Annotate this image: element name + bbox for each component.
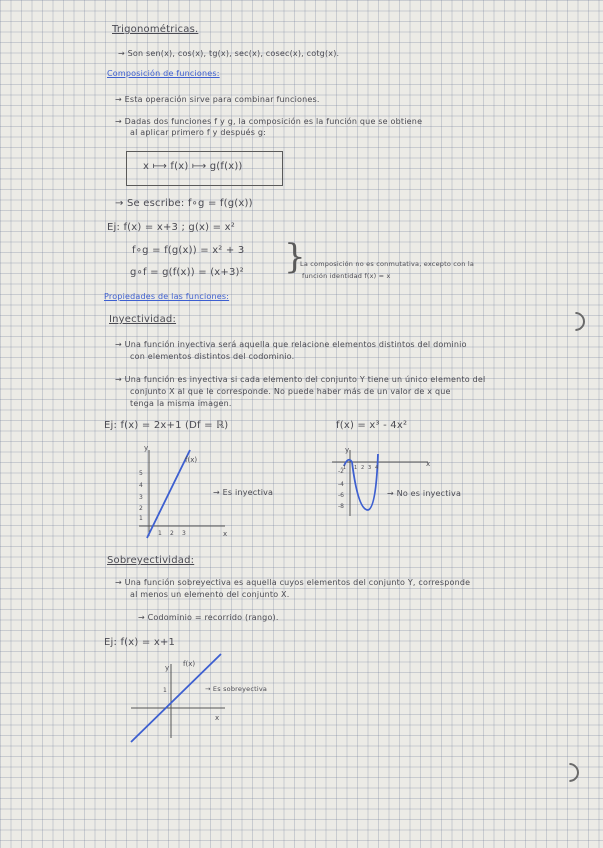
linear-curve [131, 654, 221, 742]
injective-example-2: f(x) = x³ - 4x² [336, 420, 408, 431]
injective-heading: Inyectividad: [109, 314, 177, 325]
surjective-heading: Sobreyectividad: [107, 555, 195, 566]
composition-bullet-2-line-2: al aplicar primero f y después g: [130, 128, 267, 137]
x-axis-label: y [144, 444, 149, 452]
trig-heading: Trigonométricas. [112, 24, 199, 35]
composition-notation: → Se escribe: f∘g = f(g(x)) [115, 198, 253, 209]
y-tick-1: 1 [139, 515, 143, 522]
x-tick-2: 2 [361, 465, 365, 471]
x-tick-3: 3 [368, 465, 372, 471]
x-axis-label: x [426, 460, 431, 468]
surjective-example: Ej: f(x) = x+1 [104, 637, 176, 648]
trig-bullet: → Son sen(x), cos(x), tg(x), sec(x), cosec(x), cotg(x). [118, 49, 340, 58]
x-tick-minus-1: -1 [341, 465, 346, 471]
binder-ring-icon [562, 308, 589, 335]
surjective-sub-bullet: → Codominio = recorrido (rango). [138, 613, 279, 622]
injective-bullet-1-line-1: → Una función inyectiva será aquella que relacione elementos distintos del dominio [115, 340, 467, 349]
composition-note-line-1: La composición no es conmutativa, excepto con la [300, 260, 475, 268]
x-tick-3: 3 [182, 530, 186, 537]
composition-heading: Composición de funciones: [107, 69, 220, 78]
y-tick-minus-6: -6 [338, 492, 344, 499]
composition-bullet-2-line-1: → Dadas dos funciones f y g, la composición es la función que se obtiene [115, 117, 423, 126]
curve-label: f(x) [185, 456, 198, 464]
y-axis-label: y [165, 664, 170, 672]
y-tick-5: 5 [139, 470, 143, 477]
y-tick-minus-2: -2 [338, 468, 344, 475]
y-tick-1: 1 [163, 687, 167, 694]
linear-curve [147, 450, 190, 538]
injective-graph-2-label: → No es inyectiva [387, 489, 462, 498]
composition-note-line-2: función identidad f(x) = x [302, 272, 391, 280]
x-axis-label: x [215, 714, 220, 722]
surjective-graph [125, 650, 235, 750]
surjective-bullet-1-line-2: al menos un elemento del conjunto X. [130, 590, 290, 599]
y-tick-minus-8: -8 [338, 503, 344, 510]
injective-bullet-2-line-1: → Una función es inyectiva si cada elemento del conjunto Y tiene un único elemento del [115, 375, 486, 384]
composition-example-def: Ej: f(x) = x+3 ; g(x) = x² [107, 222, 235, 233]
surjective-bullet-1-line-1: → Una función sobreyectiva es aquella cuyos elementos del conjunto Y, corresponde [115, 578, 471, 587]
y-tick-4: 4 [139, 482, 143, 489]
injective-graph-1-label: → Es inyectiva [213, 488, 274, 497]
curve-label: f(x) [183, 660, 196, 668]
x-tick-1: 1 [354, 465, 358, 471]
y-axis-label: y [345, 446, 350, 454]
binder-ring-icon [556, 759, 583, 786]
composition-bullet-1: → Esta operación sirve para combinar funciones. [115, 95, 320, 104]
y-axis-label: x [223, 530, 228, 538]
injective-bullet-1-line-2: con elementos distintos del codominio. [130, 352, 295, 361]
y-tick-3: 3 [139, 494, 143, 501]
injective-bullet-2-line-3: tenga la misma imagen. [130, 399, 232, 408]
x-tick-4: 4 [375, 465, 379, 471]
composition-example-gof: g∘f = g(f(x)) = (x+3)² [130, 267, 244, 278]
brace-icon: } [284, 237, 306, 277]
y-tick-minus-4: -4 [338, 481, 344, 488]
x-tick-2: 2 [170, 530, 174, 537]
properties-heading: Propiedades de las funciones: [104, 292, 230, 301]
composition-example-fog: f∘g = f(g(x)) = x² + 3 [132, 245, 245, 256]
injective-graph-2 [328, 448, 438, 518]
x-tick-1: 1 [158, 530, 162, 537]
injective-bullet-2-line-2: conjunto X al que le corresponde. No puede haber más de un valor de x que [130, 387, 451, 396]
surjective-graph-label: → Es sobreyectiva [205, 685, 268, 693]
injective-example-1: Ej: f(x) = 2x+1 (Df = ℝ) [104, 420, 229, 431]
y-tick-2: 2 [139, 505, 143, 512]
composition-formula: x ⟼ f(x) ⟼ g(f(x)) [143, 161, 243, 172]
